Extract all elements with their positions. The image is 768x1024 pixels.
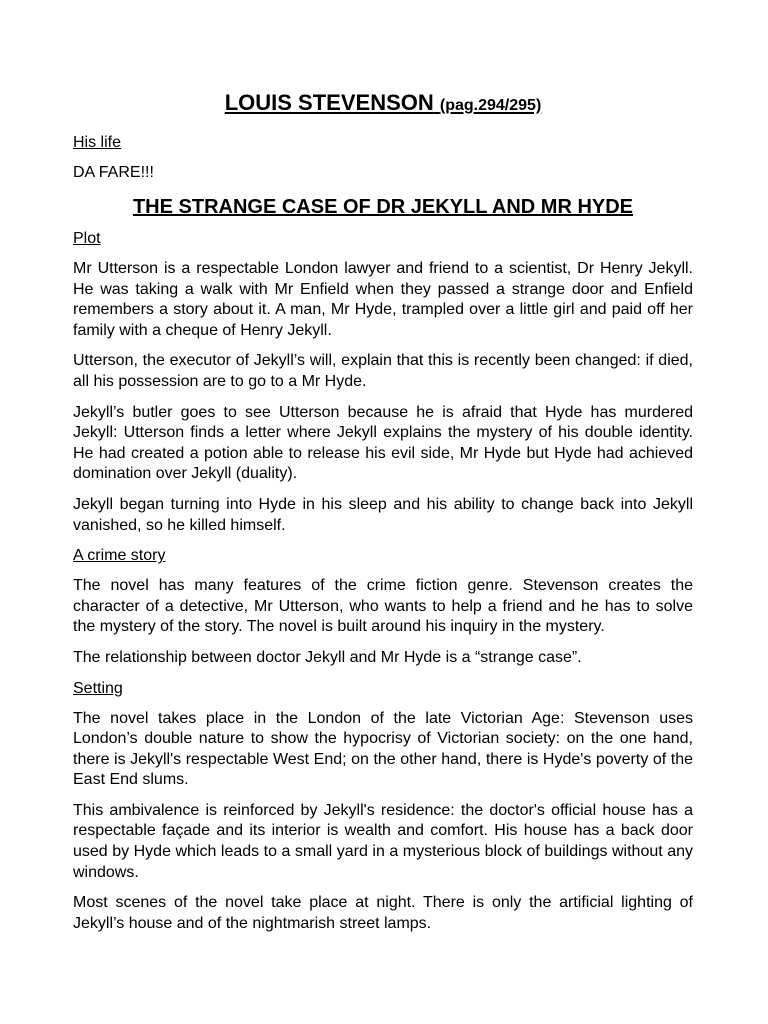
document-title [73, 88, 693, 121]
document-page [73, 88, 693, 944]
title-main: LOUIS STEVENSON [224, 90, 434, 115]
todo-note: DA FARE!!! [73, 164, 154, 181]
setting-paragraph-3: Most scenes of the novel take place at night. There is only the artificial lighting of Jekyll’s house and of the nightmarish street lamps. [73, 894, 693, 932]
his-life-heading: His life [73, 134, 122, 151]
plot-heading: Plot [73, 230, 101, 247]
crime-paragraph-2: The relationship between doctor Jekyll and Mr Hyde is a “strange case”. [73, 648, 582, 666]
plot-paragraph-1: Mr Utterson is a respectable London lawyer and friend to a scientist, Dr Henry Jekyll. He was taking a walk with Mr Enfield when they passed a strange door and Enfield remembers a story about it. A man, Mr Hyde, trampled over a little girl and paid off her family with a cheque of Henry Jekyll. [73, 260, 693, 339]
book-title: THE STRANGE CASE OF DR JEKYLL AND MR HYDE [132, 196, 634, 218]
crime-story-heading: A crime story [73, 547, 166, 565]
setting-paragraph-1: The novel takes place in the London of the late Victorian Age: Stevenson uses London’s double nature to show the hypocrisy of Victorian society: on the one hand, there is Jekyll's respectable West End; on the other hand, there is Hyde's poverty of the East End slums. [73, 709, 693, 789]
plot-paragraph-2: Utterson, the executor of Jekyll’s will, explain that this is recently been changed: if died, all his possession are to go to a Mr Hyde. [73, 352, 693, 390]
title-pages: (pag.294/295) [439, 97, 542, 114]
plot-paragraph-3: Jekyll’s butler goes to see Utterson because he is afraid that Hyde has murdered Jekyll: Utterson finds a letter where Jekyll explains the mystery of his double identity. He had created a potion able to release his evil side, Mr Hyde but Hyde had achieved domination over Jekyll (duality). [73, 403, 693, 483]
plot-paragraph-4: Jekyll began turning into Hyde in his sleep and his ability to change back into Jekyll vanished, so he killed himself. [73, 495, 693, 534]
setting-heading: Setting [73, 679, 123, 697]
crime-paragraph-1: The novel has many features of the crime fiction genre. Stevenson creates the character of a detective, Mr Utterson, who wants to help a friend and he has to solve the mystery of the story. The novel is built around his inquiry in the mystery. [73, 577, 693, 636]
setting-paragraph-2: This ambivalence is reinforced by Jekyll's residence: the doctor's official house has a respectable façade and its interior is wealth and comfort. His house has a back door used by Hyde which leads to a small yard in a mysterious block of buildings without any windows. [73, 801, 693, 881]
